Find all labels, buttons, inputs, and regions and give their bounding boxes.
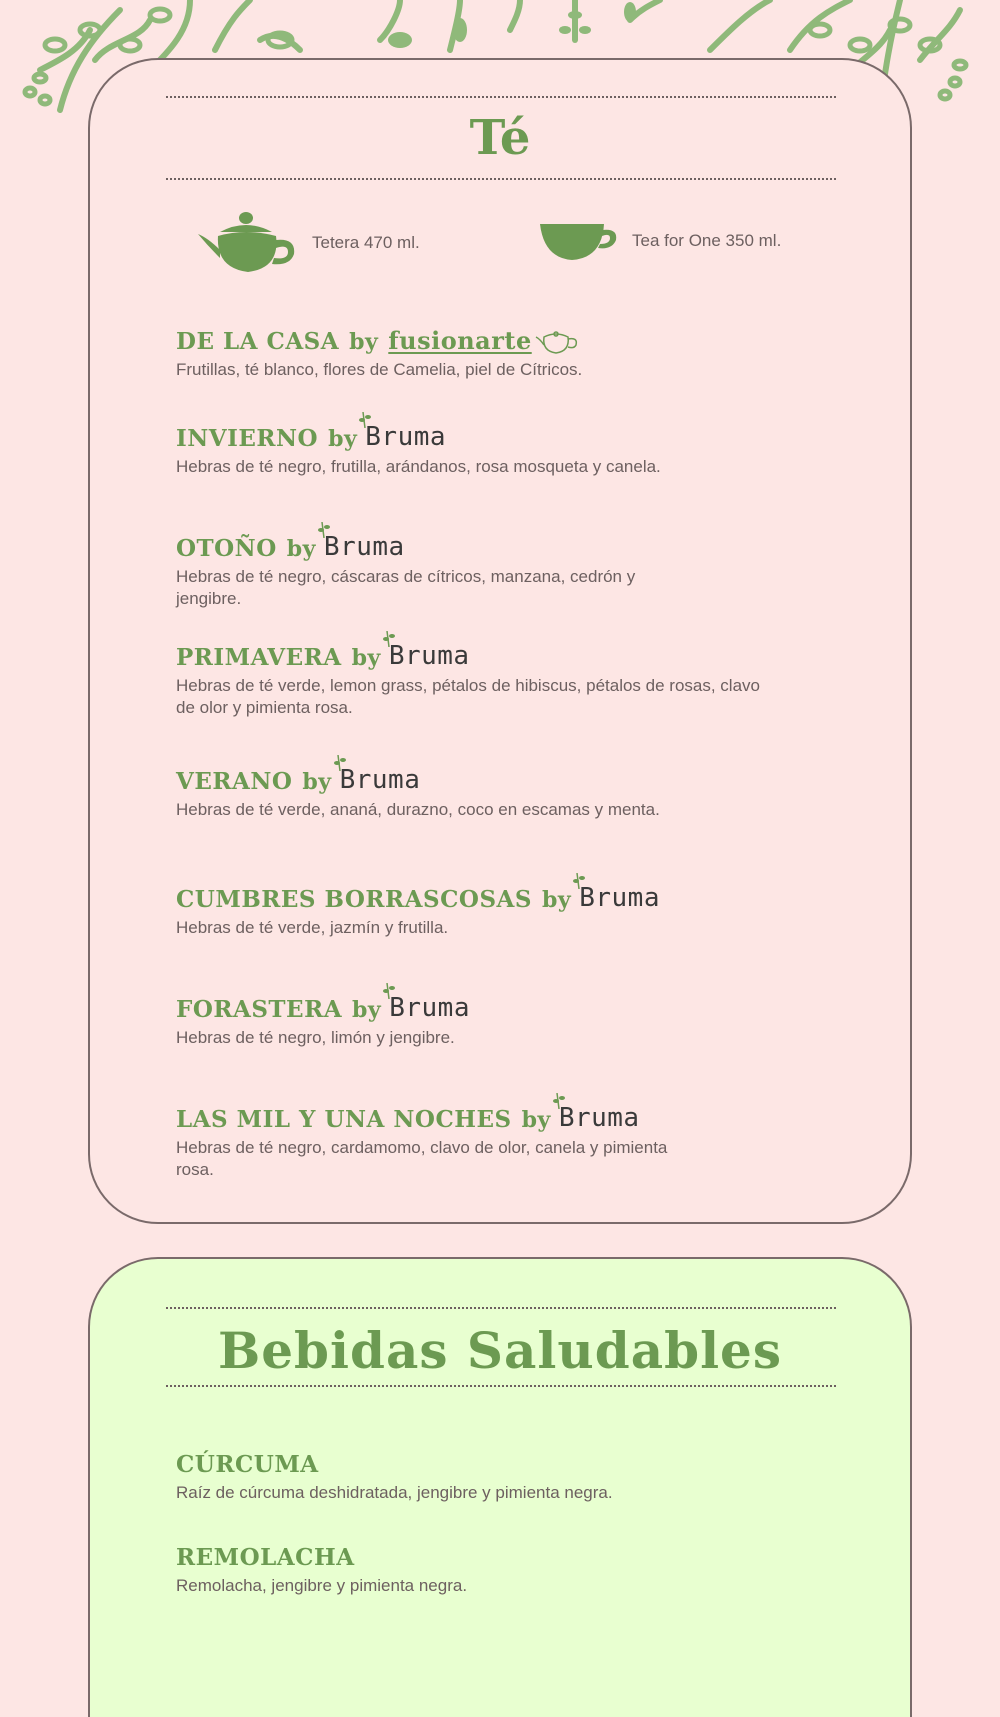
- divider: [166, 1307, 836, 1309]
- by-text: by: [349, 329, 379, 355]
- tea-item: [176, 641, 766, 719]
- teapot-outline-icon: [534, 329, 584, 355]
- brand-logo: [389, 993, 470, 1023]
- item-description: Remolacha, jengibre y pimienta negra.: [176, 1576, 468, 1595]
- divider: [166, 178, 836, 180]
- teacup-icon: [538, 218, 618, 264]
- section-title: Té: [469, 110, 531, 166]
- tea-item: [176, 532, 646, 610]
- by-text: by: [286, 536, 316, 562]
- by-text: by: [542, 887, 572, 913]
- brand-name: Bruma: [365, 422, 447, 452]
- by-text: by: [302, 769, 332, 795]
- item-name: CÚRCUMA: [176, 1451, 319, 1478]
- brand-logo: [324, 532, 405, 562]
- tea-menu-card: [88, 58, 912, 1224]
- item-name: DE LA CASA: [176, 328, 340, 355]
- item-name: OTOÑO: [176, 535, 277, 562]
- item-description: Hebras de té negro, frutilla, arándanos, rosa mosqueta y canela.: [176, 457, 661, 476]
- brand-logo: [559, 1103, 640, 1133]
- item-description: Hebras de té verde, ananá, durazno, coco en escamas y menta.: [176, 800, 660, 819]
- item-description: Raíz de cúrcuma deshidratada, jengibre y pimienta negra.: [176, 1483, 613, 1502]
- sprig-icon: [318, 522, 332, 538]
- brand-logo: [340, 765, 421, 795]
- size-label: Tea for One 350 ml.: [632, 231, 782, 250]
- brand-name: Bruma: [388, 641, 470, 671]
- by-text: by: [351, 645, 381, 671]
- teapot-icon: [198, 210, 298, 276]
- tea-item: [176, 993, 816, 1049]
- divider: [166, 96, 836, 98]
- brand-name: Bruma: [389, 993, 470, 1023]
- size-cup: [538, 218, 781, 264]
- tea-item: [176, 422, 816, 478]
- item-name: CUMBRES BORRASCOSAS: [176, 886, 533, 913]
- brand-name: Bruma: [558, 1103, 640, 1133]
- healthy-drinks-card: [88, 1257, 912, 1717]
- sprig-icon: [359, 412, 373, 428]
- tea-item: [176, 765, 816, 821]
- item-description: Hebras de té negro, cáscaras de cítricos, manzana, cedrón y jengibre.: [176, 567, 636, 608]
- brand-logo: [365, 422, 446, 452]
- sprig-icon: [383, 631, 397, 647]
- sprig-icon: [334, 755, 348, 771]
- by-text: by: [521, 1107, 551, 1133]
- brand-logo: [389, 641, 470, 671]
- tea-item: [176, 883, 816, 939]
- item-name: REMOLACHA: [176, 1544, 355, 1571]
- size-teapot: [198, 210, 420, 276]
- sprig-icon: [383, 983, 397, 999]
- tea-item: [176, 326, 816, 381]
- item-name: PRIMAVERA: [176, 644, 342, 671]
- item-name: FORASTERA: [176, 996, 343, 1023]
- size-label: Tetera 470 ml.: [312, 233, 420, 252]
- drink-item: [176, 1451, 816, 1504]
- sprig-icon: [553, 1093, 567, 1109]
- sprig-icon: [573, 873, 587, 889]
- brand-name: Bruma: [323, 532, 405, 562]
- brand-logo: [579, 883, 660, 913]
- divider: [166, 1385, 836, 1387]
- item-name: LAS MIL Y UNA NOCHES: [176, 1106, 512, 1133]
- item-description: Hebras de té negro, cardamomo, clavo de olor, canela y pimienta rosa.: [176, 1138, 668, 1179]
- by-text: by: [328, 426, 358, 452]
- section-title: Bebidas Saludables: [217, 1321, 783, 1380]
- item-description: Hebras de té negro, limón y jengibre.: [176, 1028, 455, 1047]
- item-description: Hebras de té verde, jazmín y frutilla.: [176, 918, 449, 937]
- brand-logo: fusionarte: [388, 326, 532, 355]
- serving-sizes: [90, 210, 910, 280]
- drink-item: [176, 1544, 816, 1597]
- by-text: by: [352, 997, 382, 1023]
- item-description: Frutillas, té blanco, flores de Camelia, piel de Cítricos.: [176, 360, 583, 379]
- item-name: VERANO: [176, 768, 293, 795]
- item-description: Hebras de té verde, lemon grass, pétalos de hibiscus, pétalos de rosas, clavo de olor y pimienta rosa.: [176, 676, 760, 717]
- item-name: INVIERNO: [176, 425, 319, 452]
- tea-item: [176, 1103, 696, 1181]
- brand-name: Bruma: [579, 883, 660, 913]
- brand-name: Bruma: [339, 765, 421, 795]
